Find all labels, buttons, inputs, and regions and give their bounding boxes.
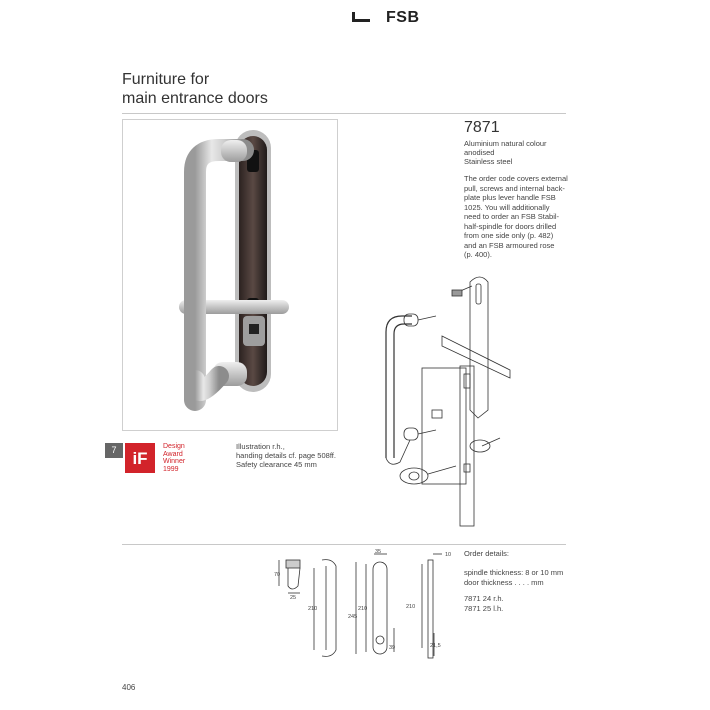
description-line: (p. 400). (464, 250, 492, 259)
material-line: anodised (464, 148, 495, 157)
award-text (163, 443, 203, 473)
dim-210-handle: 210 (308, 606, 318, 612)
illustration-note (236, 442, 376, 469)
award-line: 1999 (163, 465, 179, 473)
order-code: 7871 24 r.h. (464, 594, 504, 603)
order-spec-line: spindle thickness: 8 or 10 mm (464, 568, 564, 577)
order-details-heading: Order details: (464, 549, 510, 558)
page-number: 406 (122, 683, 136, 692)
description-line: need to order an FSB Stabil- (464, 212, 560, 221)
description-line: half-spindle for doors drilled (464, 221, 557, 231)
illustration-note-line: handing details cf. page 508ff. (236, 451, 336, 460)
dimension-drawings (270, 548, 460, 668)
top-divider (122, 113, 566, 114)
product-materials (464, 139, 574, 166)
dim-35: 35 (375, 549, 382, 555)
page-title-line-1: Furniture for (122, 71, 210, 88)
product-description (464, 174, 576, 260)
award-line: Design (163, 443, 185, 450)
dim-10: 10 (445, 552, 452, 558)
if-logo-text: iF (132, 449, 148, 468)
order-codes (464, 594, 584, 613)
product-number: 7871 (464, 119, 500, 136)
brand-name: FSB (386, 9, 420, 26)
dim-25: 25 (290, 595, 297, 601)
door-pull-handle-image (123, 120, 337, 430)
description-line: from one side only (p. 482) (464, 231, 554, 240)
dim-210-profile: 210 (406, 604, 416, 610)
award-line: Winner (163, 458, 186, 466)
description-line: The order code covers external (464, 174, 568, 183)
description-line: plate plus lever handle FSB (464, 193, 556, 202)
description-line: and an FSB armoured rose (464, 240, 555, 250)
order-spec-line: door thickness . . . . mm (464, 577, 544, 587)
page-title (122, 70, 268, 108)
award-line: Award (163, 450, 183, 458)
brand-logo (352, 8, 432, 30)
section-tab: 7 (105, 443, 123, 458)
description-line: 1025. You will additionally (464, 202, 550, 212)
dim-245: 245 (348, 614, 358, 620)
product-photo (122, 119, 338, 431)
bottom-divider (122, 544, 566, 545)
material-line: Aluminium natural colour (464, 139, 547, 148)
order-code: 7871 25 l.h. (464, 603, 504, 613)
illustration-note-line: Illustration r.h., (236, 442, 285, 451)
illustration-note-line: Safety clearance 45 mm (236, 460, 317, 469)
dim-39: 39 (389, 645, 396, 651)
material-line: Stainless steel (464, 157, 513, 166)
if-logo-icon (125, 443, 155, 473)
if-award-logo (125, 443, 155, 473)
description-line: pull, screws and internal back- (464, 183, 565, 193)
dim-210-plate: 210 (358, 606, 368, 612)
page-title-line-2: main entrance doors (122, 90, 268, 107)
brand-handle-icon (352, 12, 370, 22)
order-spec (464, 568, 584, 587)
dim-70: 70 (274, 572, 281, 578)
dim-21-5: 21,5 (430, 643, 441, 649)
exploded-assembly-drawing (360, 270, 530, 532)
